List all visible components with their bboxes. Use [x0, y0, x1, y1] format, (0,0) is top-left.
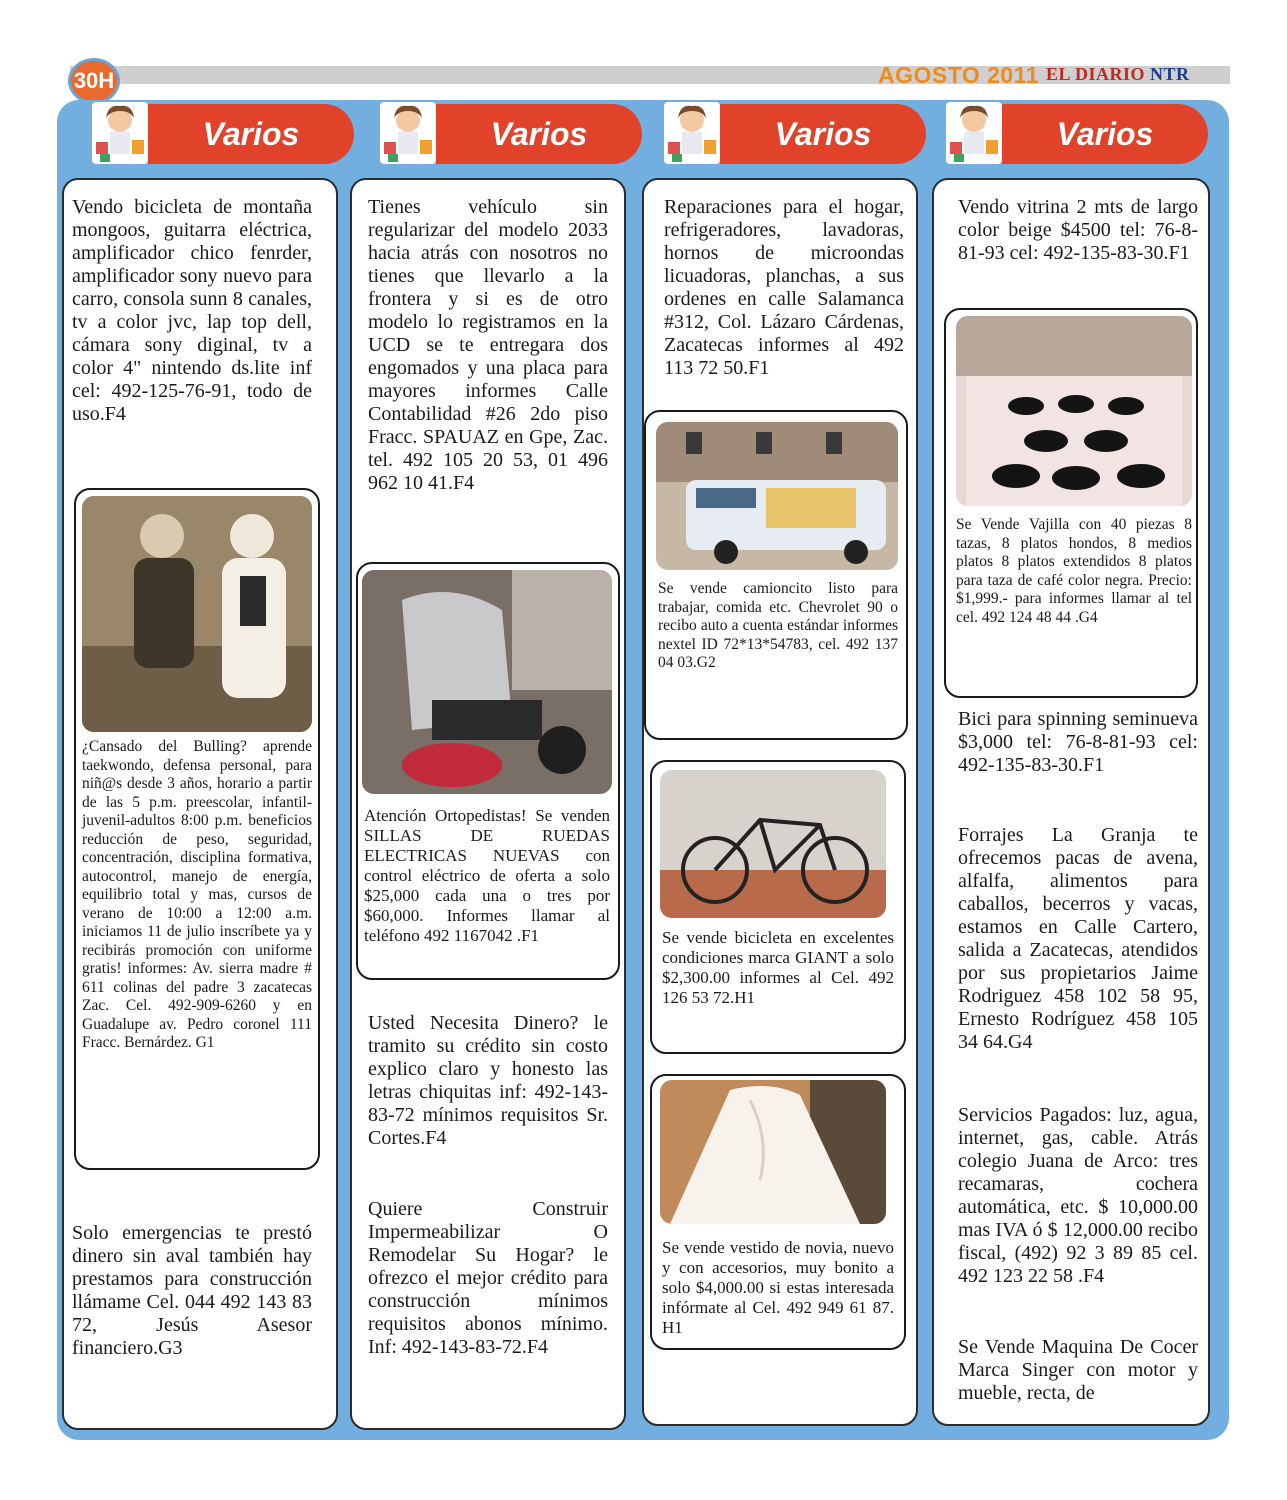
bicycle-photo [660, 770, 886, 918]
masthead-accent: NTR [1150, 64, 1190, 84]
woman-mascot-icon [92, 102, 148, 164]
photo-caption: Se vende vestido de novia, nuevo y con accesorios, muy bonito a solo $4,000.00 si estas interesada infórmate al Cel. 492 949 61 87. H1 [662, 1238, 894, 1337]
section-tab [148, 104, 354, 164]
section-title: Varios [202, 115, 300, 152]
column-header-1 [70, 100, 354, 166]
section-title: Varios [1056, 115, 1154, 152]
column-header-4 [924, 100, 1208, 166]
classified-ad: Solo emergencias te prestó dinero sin aval también hay prestamos para construcción llámame Cel. 044 492 143 83 72, Jesús Asesor financiero.G3 [72, 1222, 312, 1359]
taekwondo-photo [82, 496, 312, 732]
classified-ad: Forrajes La Granja te ofrecemos pacas de avena, alfalfa, alimentos para caballos, becerros y vacas, estamos en Calle Cartero, salida a Zacatecas, atendidos por sus propietarios Jaime Rodriguez 458 102 58 95, Ernesto Rodríguez 458 105 34 64.G4 [958, 824, 1198, 1053]
wheelchair-photo [362, 570, 612, 794]
section-tab [1002, 104, 1208, 164]
woman-mascot-icon [946, 102, 1002, 164]
section-title: Varios [774, 115, 872, 152]
photo-caption: Se vende camioncito listo para trabajar, comida etc. Chevrolet 90 o recibo auto a cuenta estándar informes nextel ID 72*13*54783, cel. 492 137 04 03.G2 [658, 580, 898, 671]
classified-ad: Quiere Construir Impermeabilizar O Remodelar Su Hogar? le ofrezco el mejor crédito para construcción mínimos requisitos abonos mínimo. Inf: 492-143-83-72.F4 [368, 1198, 608, 1358]
issue-date: AGOSTO 2011 [878, 62, 1040, 88]
classified-ad: Bici para spinning seminueva $3,000 tel: 76-8-81-93 cel: 492-135-83-30.F1 [958, 708, 1198, 776]
classified-ad: Se Vende Maquina De Cocer Marca Singer con motor y mueble, recta, de [958, 1336, 1198, 1404]
section-tab [720, 104, 926, 164]
woman-mascot-icon [664, 102, 720, 164]
classified-ad: Reparaciones para el hogar, refrigeradores, lavadoras, hornos de microondas licuadoras, planchas, a sus ordenes en calle Salamanca #312, Col. Lázaro Cárdenas, Zacatecas informes al 492 113 72 50.F1 [664, 196, 904, 379]
masthead [1046, 64, 1190, 85]
section-tab [436, 104, 642, 164]
classified-ad: Servicios Pagados: luz, agua, internet, gas, cable. Atrás colegio Juana de Arco: tres recamaras, cochera automática, etc. $ 10,000.00 mas IVA ó $ 12,000.00 recibo fiscal, (492) 92 3 89 85 cel. 492 123 22 58 .F4 [958, 1104, 1198, 1287]
photo-caption: Se vende bicicleta en excelentes condiciones marca GIANT a solo $2,300.00 informes al Cel. 492 126 53 72.H1 [662, 928, 894, 1007]
classified-ad: Vendo vitrina 2 mts de largo color beige $4500 tel: 76-8-81-93 cel: 492-135-83-30.F1 [958, 196, 1198, 264]
photo-caption: Atención Ortopedistas! Se venden SILLAS DE RUEDAS ELECTRICAS NUEVAS con control eléctrico de oferta a solo $25,000 cada una o tres por $60,000. Informes llamar al teléfono 492 1167042 .F1 [364, 806, 610, 945]
column-header-3 [642, 100, 926, 166]
wedding-dress-photo [660, 1080, 886, 1224]
photo-caption: ¿Cansado del Bulling? aprende taekwondo, defensa personal, para niñ@s desde 3 años, horario a partir de las 5 p.m. preescolar, infantil-juvenil-adultos 8:00 p.m. beneficios reducción de peso, seguridad, concentración, disciplina formativa, autocontrol, manejo de energía, equilibrio total y mas, cursos de verano de 10:00 a 12:00 a.m. iniciamos 11 de julio inscríbete ya y recibirás promoción con uniforme gratis! informes: Av. sierra madre # 611 colinas del padre 3 zacatecas Zac. Cel. 492-909-6260 y en Guadalupe av. Pedro coronel 111 Fracc. Bernárdez. G1 [82, 738, 312, 1051]
classified-ad: Usted Necesita Dinero? le tramito su crédito sin costo explico claro y honesto las letras chiquitas inf: 492-143-83-72 mínimos requisitos Sr. Cortes.F4 [368, 1012, 608, 1149]
section-title: Varios [490, 115, 588, 152]
masthead-main: EL DIARIO [1046, 64, 1146, 84]
column-header-2 [358, 100, 642, 166]
woman-mascot-icon [380, 102, 436, 164]
classified-ad: Vendo bicicleta de montaña mongoos, guitarra eléctrica, amplificador chico fenrder, amplificador sony nuevo para carro, consola sunn 8 canales, tv a color jvc, lap top dell, cámara sony diginal, tv a color 4" nintendo ds.lite inf cel: 492-125-76-91, todo de uso.F4 [72, 196, 312, 425]
dishes-photo [956, 316, 1192, 506]
page-number-badge: 30H [68, 58, 120, 104]
truck-photo [656, 422, 898, 570]
photo-caption: Se Vende Vajilla con 40 piezas 8 tazas, 8 platos hondos, 8 medios platos 8 platos extendidos 8 platos para taza de café color negra. Precio: $1,999.- para informes llamar al tel cel. 492 124 48 44 .G4 [956, 516, 1192, 626]
classified-ad: Tienes vehículo sin regularizar del modelo 2033 hacia atrás con nosotros no tienes que llevarlo a la frontera y si es de otro modelo lo registramos en la UCD se te entregara dos engomados y una placa para mayores informes Calle Contabilidad #26 2do piso Fracc. SPAUAZ en Gpe, Zac. tel. 492 105 20 53, 01 496 962 10 41.F4 [368, 196, 608, 494]
